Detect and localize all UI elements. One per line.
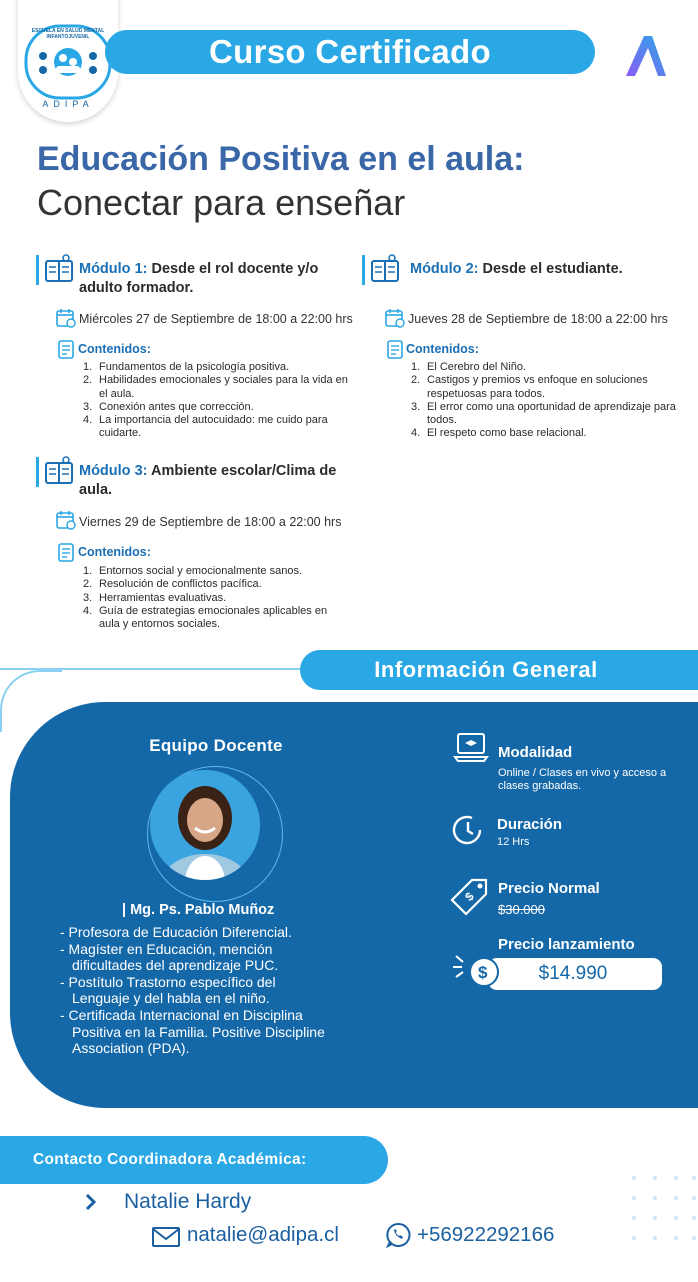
module-3-title: Módulo 3: Ambiente escolar/Clima de aula.: [79, 463, 337, 498]
module-3-list: [83, 565, 348, 631]
price-tag-icon: [450, 876, 490, 916]
list-item: 4. Guía de estrategias emocionales aplicables en aula y entornos sociales.: [83, 604, 328, 631]
list-item: 1. Fundamentos de la psicología positiva.: [83, 361, 290, 373]
brand-a-icon: [622, 32, 668, 80]
mail-icon: [151, 1226, 181, 1248]
module-2-date: Jueves 28 de Septiembre de 18:00 a 22:00 hrs: [408, 312, 668, 326]
module-1-contents-label: Contenidos:: [78, 342, 151, 356]
laptop-icon: [453, 728, 489, 764]
module-3-bar: [36, 457, 39, 487]
decorative-dots: [630, 1174, 698, 1254]
list-item: - Profesora de Educación Diferencial.: [60, 924, 292, 940]
document-icon: [58, 543, 76, 563]
svg-text:$: $: [462, 889, 477, 904]
module-2-title: Módulo 2: Desde el estudiante.: [410, 261, 623, 277]
chevron-right-icon: [84, 1192, 98, 1212]
list-item: 3. Conexión antes que corrección.: [83, 400, 254, 413]
calendar-icon: [385, 308, 405, 328]
whatsapp-icon: [385, 1222, 411, 1248]
precio-lanzamiento-value: $14.990: [538, 963, 608, 984]
duracion-value: 12 Hrs: [497, 836, 530, 848]
list-item: 2. Castigos y premios vs enfoque en soluciones respetuosas para todos.: [411, 374, 648, 400]
teacher-name: | Mg. Ps. Pablo Muñoz: [122, 902, 275, 918]
module-2-list: [411, 361, 686, 441]
list-item: 2. Resolución de conflictos pacífica.: [83, 578, 262, 591]
modalidad-label: Modalidad: [498, 744, 573, 761]
calendar-icon: [56, 510, 76, 530]
list-item: 2. Habilidades emocionales y sociales para la vida en el aula.: [83, 374, 348, 400]
document-icon: [58, 340, 76, 360]
modalidad-value: Online / Clases en vivo y acceso a clases grabadas.: [498, 767, 667, 792]
module-3-date: Viernes 29 de Septiembre de 18:00 a 22:00 hrs: [79, 515, 342, 529]
precio-normal-label: Precio Normal: [498, 880, 600, 897]
clock-icon: [450, 812, 486, 848]
module-3-contents-label: Contenidos:: [78, 545, 151, 559]
sparkle-icon: [452, 952, 470, 980]
list-item: 1. El Cerebro del Niño.: [411, 361, 527, 373]
teacher-credentials: [60, 924, 335, 1057]
list-item: 1. Entornos social y emocionalmente sanos.: [83, 565, 302, 577]
list-item: - Magíster en Educación, mención dificultades del aprendizaje PUC.: [60, 940, 279, 974]
teacher-avatar: [150, 770, 260, 880]
module-1-bar: [36, 255, 39, 285]
book-icon: [44, 254, 74, 284]
contact-phone[interactable]: +56922292166: [417, 1223, 555, 1246]
module-1-list: [83, 361, 348, 441]
module-1-title: Módulo 1: Desde el rol docente y/o adulto formador.: [79, 261, 319, 296]
team-title: Equipo Docente: [149, 736, 283, 755]
svg-text:$: $: [478, 963, 488, 982]
banner-title: Curso Certificado: [209, 33, 491, 70]
module-2-contents-label: Contenidos:: [406, 342, 479, 356]
info-title: Información General: [374, 657, 598, 682]
document-icon: [387, 340, 405, 360]
list-item: 4. La importancia del autocuidado: me cuido para cuidarte.: [83, 414, 328, 440]
course-subtitle: Conectar para enseñar: [37, 182, 406, 223]
list-item: - Postítulo Trastorno específico del Lenguaje y del habla en el niño.: [60, 973, 276, 1007]
logo-name: ADIPA: [42, 99, 94, 109]
list-item: 3. El error como una oportunidad de aprendizaje para todos.: [411, 400, 676, 427]
calendar-icon: [56, 308, 76, 328]
precio-normal-value: $30.000: [498, 902, 545, 917]
contact-name: Natalie Hardy: [124, 1190, 252, 1213]
list-item: 3. Herramientas evaluativas.: [83, 591, 227, 604]
contact-title: Contacto Coordinadora Académica:: [33, 1151, 307, 1168]
contact-email[interactable]: natalie@adipa.cl: [187, 1223, 339, 1246]
list-item: 4. El respeto como base relacional.: [411, 427, 587, 440]
logo-text-top: ESCUELA EN SALUD MENTAL INFANTOJUVENIL: [31, 28, 105, 40]
book-icon: [370, 254, 400, 284]
book-icon: [44, 456, 74, 486]
list-item: - Certificada Internacional en Disciplina Positiva en la Familia. Positive Discipline Association (PDA).: [60, 1006, 325, 1057]
module-2-bar: [362, 255, 365, 285]
adipa-logo: [18, 0, 118, 122]
duracion-label: Duración: [497, 816, 563, 833]
module-1-date: Miércoles 27 de Septiembre de 18:00 a 22:00 hrs: [79, 312, 353, 326]
course-title: Educación Positiva en el aula:: [37, 140, 525, 178]
precio-lanzamiento-label: Precio lanzamiento: [498, 936, 635, 953]
